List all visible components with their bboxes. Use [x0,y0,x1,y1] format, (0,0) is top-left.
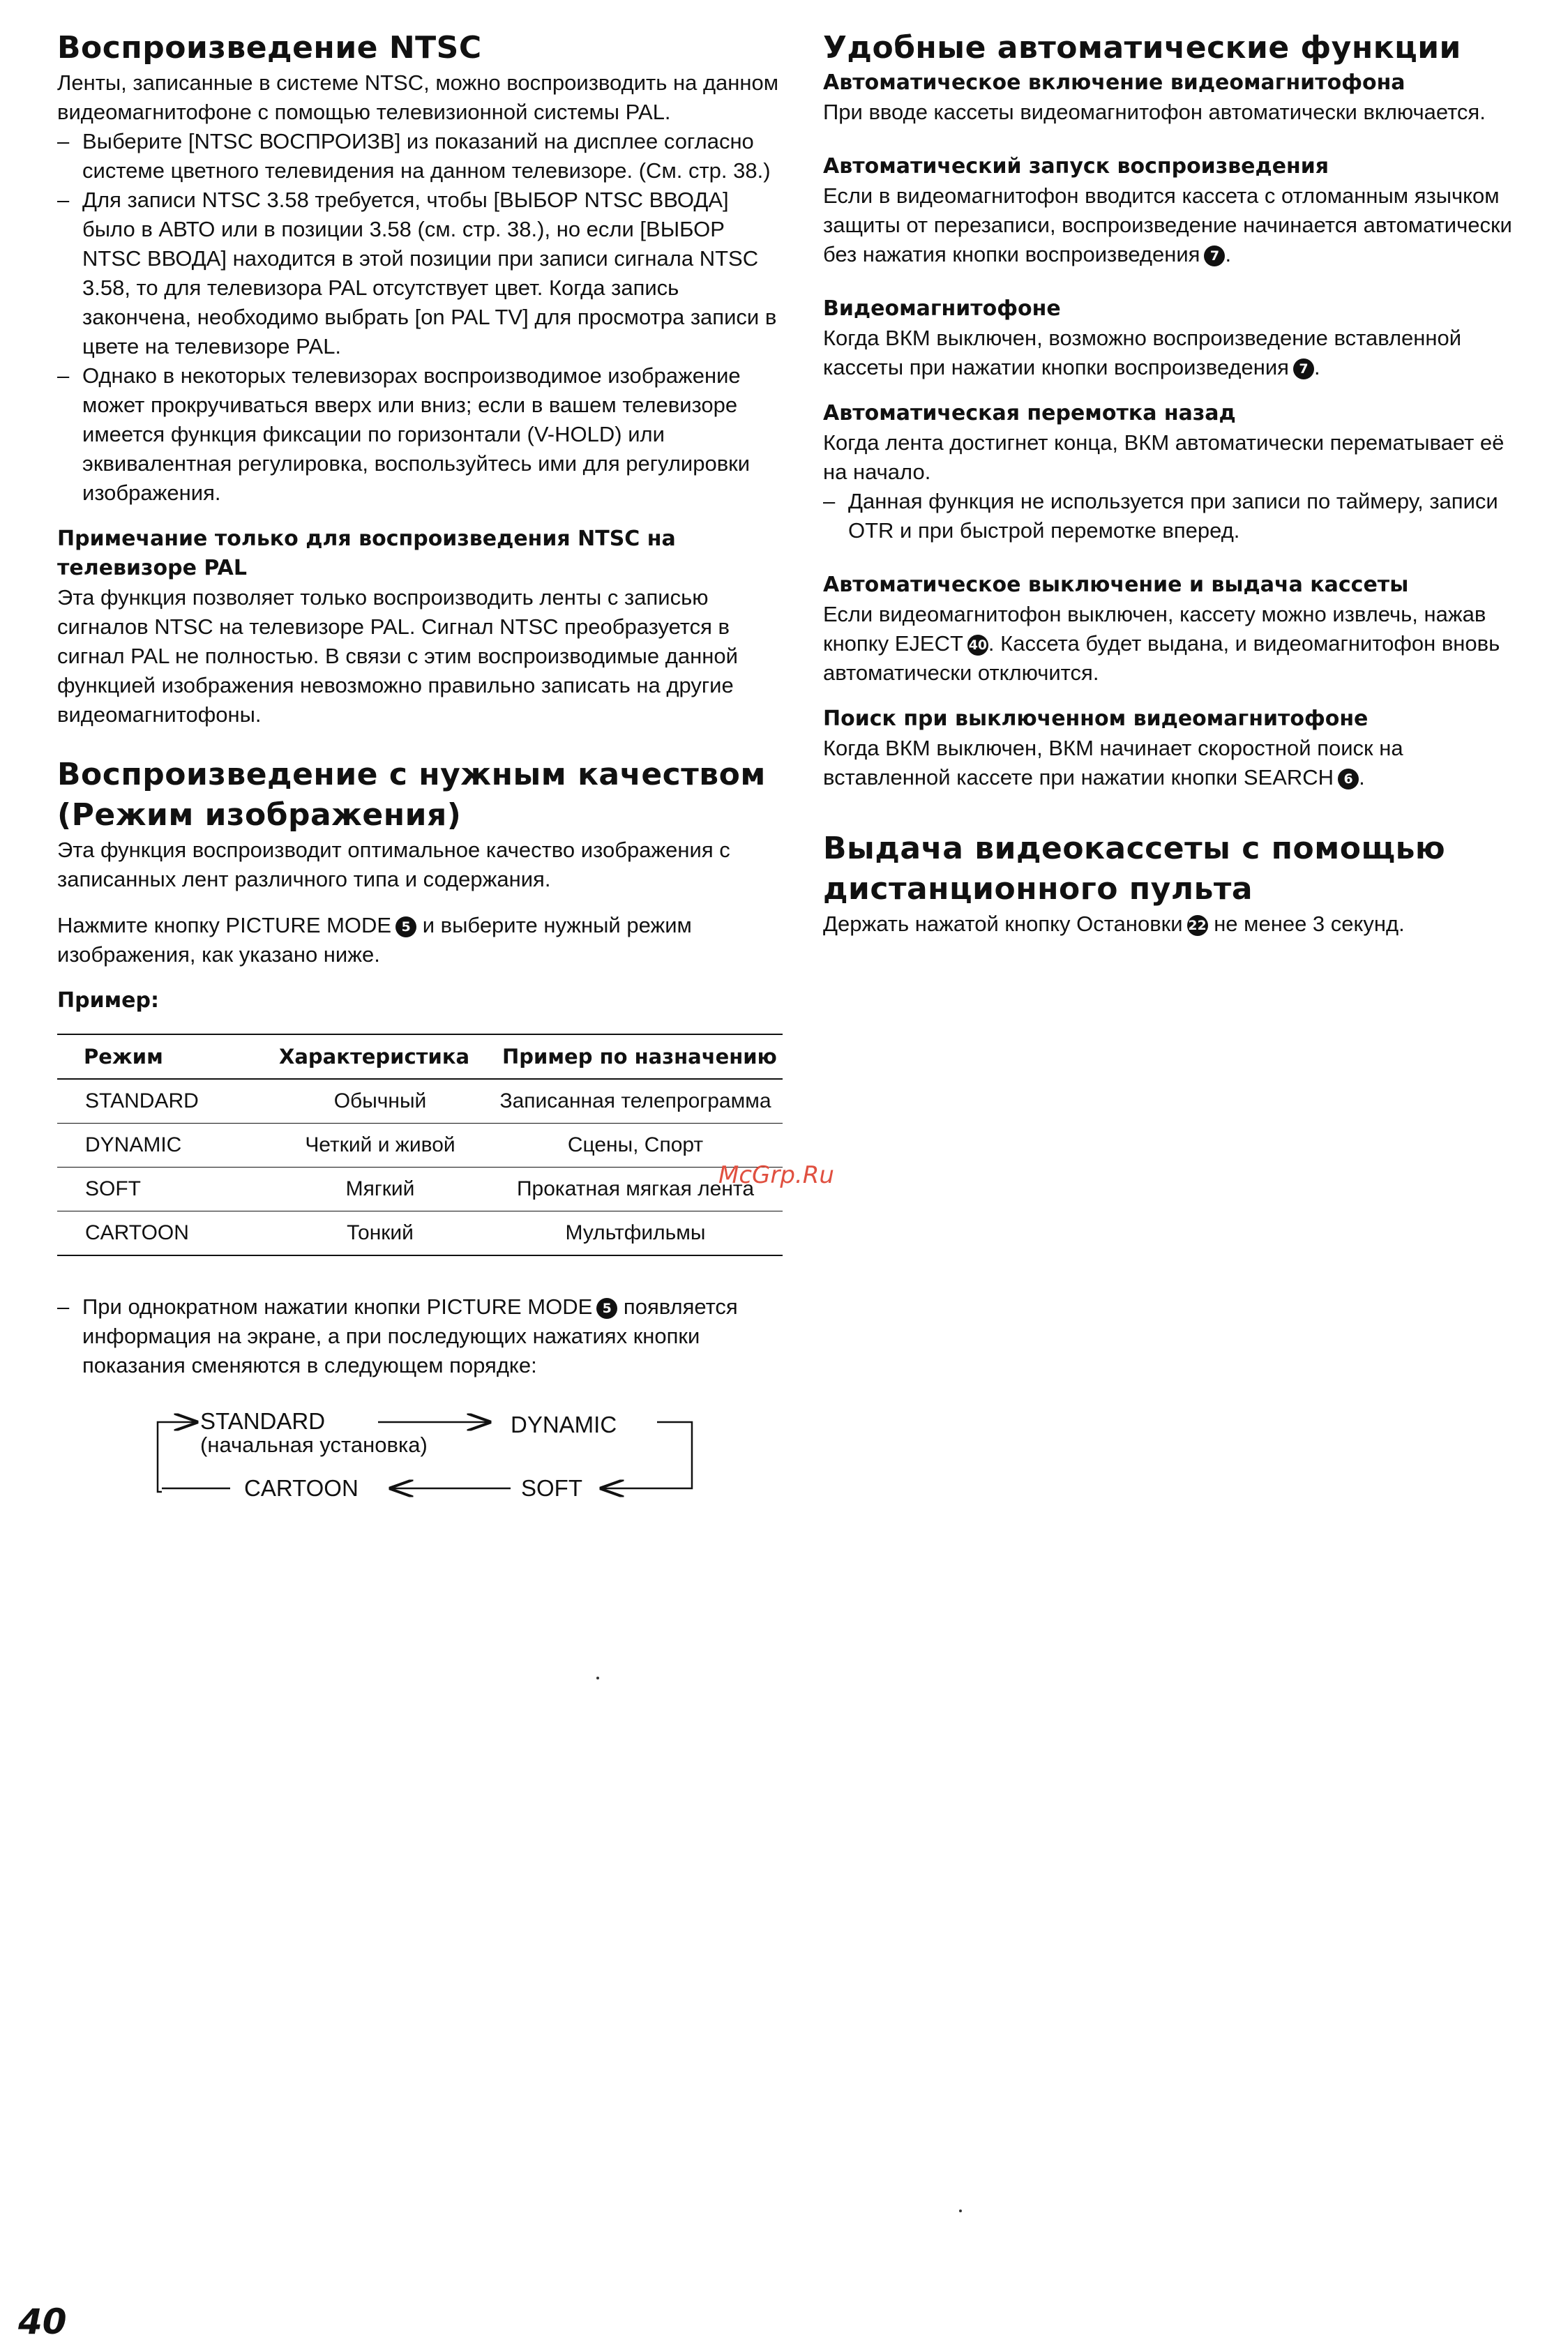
table-row [57,1079,783,1124]
ntsc-bullet: – Выберите [NTSC ВОСПРОИЗВ] из показаний на дисплее согласно системе цветного телевидения на данном телевизоре. (См. стр. 38.) [57,127,783,186]
remote-text: Держать нажатой кнопку Остановки 22 не менее 3 секунд. [823,912,1405,936]
auto-section-heading: Автоматическое включение видеомагнитофона [823,70,1405,95]
remote-title [823,829,1521,909]
table-cell: Обычный [272,1079,488,1124]
cycle-note-item: – При однократном нажатии кнопки PICTURE MODE 5 появляется информация на экране, а при последующих нажатиях кнопки показания сменяются в следующем порядке: [57,1292,783,1380]
left-column [57,28,783,1506]
search-text: Когда ВКМ выключен, ВКМ начинает скоростной поиск на вставленной кассете при нажатии кнопки SEARCH 6 . [823,736,1403,790]
picture-instruction: Нажмите кнопку PICTURE MODE 5 и выберите нужный режим изображения, как указано ниже. [57,913,692,967]
auto-section-text: Если в видеомагнитофон вводится кассета с отломанным язычком защиты от перезаписи, воспроизведение начинается автоматически без нажатия кнопки воспроизведения 7 . [823,183,1512,266]
table-cell: SOFT [57,1168,272,1211]
ntsc-title: Воспроизведение NTSC [57,30,482,66]
table-cell: Тонкий [272,1211,488,1256]
table-cell: Сцены, Спорт [488,1124,783,1168]
search-heading: Поиск при выключенном видеомагнитофоне [823,707,1369,731]
picture-intro: Эта функция воспроизводит оптимальное качество изображения с записанных лент различного типа и содержания. [57,838,730,891]
page-number: 40 [18,2302,67,2342]
cycle-note [57,1292,783,1380]
picture-title-line2: (Режим изображения) [57,797,462,833]
auto-section-text: При вводе кассеты видеомагнитофон автоматически включается. [823,100,1486,124]
ntsc-note-heading: Примечание только для воспроизведения NTSC на телевизоре PAL [57,527,676,580]
table-row [57,1124,783,1168]
watermark: McGrp.Ru [718,1161,834,1189]
eject-heading: Автоматическое выключение и выдача кассеты [823,573,1409,597]
table-cell: Прокатная мягкая лента [488,1168,783,1211]
rewind-bullet: – Данная функция не используется при записи по таймеру, записи OTR и при быстрой перемотке вперед. [823,487,1521,545]
ntsc-bullets [57,127,783,508]
table-header: Режим [57,1034,272,1079]
ntsc-note-text: Эта функция позволяет только воспроизводить ленты с записью сигналов NTSC на телевизоре PAL. Сигнал NTSC преобразуется в сигнал PAL не полностью. В связи с этим воспроизводимые данной функцией изображения невозможно правильно записать на другие видеомагнитофоны. [57,585,738,727]
table-row [57,1168,783,1211]
cycle-standard-sub: (начальная установка) [200,1433,428,1457]
table-cell: STANDARD [57,1079,272,1124]
rewind-heading: Автоматическая перемотка назад [823,401,1236,425]
cycle-arrow [158,1422,197,1492]
table-cell: DYNAMIC [57,1124,272,1168]
button-7-icon: 7 [1293,358,1314,379]
table-header: Характеристика [272,1034,488,1079]
scan-speck [596,1677,599,1679]
rewind-text: Когда лента достигнет конца, ВКМ автоматически перематывает её на начало. [823,430,1505,484]
cycle-cartoon: CARTOON [244,1475,359,1501]
auto-title: Удобные автоматические функции [823,30,1461,66]
table-row [57,1211,783,1256]
cycle-standard: STANDARD [200,1408,326,1434]
button-5-icon: 5 [596,1298,617,1319]
scan-speck [959,2210,962,2212]
remote-title-line2: дистанционного пульта [823,871,1253,907]
right-column [823,28,1521,939]
eject-text: Если видеомагнитофон выключен, кассету можно извлечь, нажав кнопку EJECT 40. Кассета будет выдана, и видеомагнитофон вновь автоматически отключится. [823,602,1500,685]
ntsc-bullet: – Для записи NTSC 3.58 требуется, чтобы [ВЫБОР NTSC ВВОДА] было в АВТО или в позиции 3.58 (см. стр. 38.), но если [ВЫБОР NTSC ВВОДА] находится в этой позиции при записи сигнала NTSC 3.58, то для телевизора PAL отсутствует цвет. Когда запись закончена, необходимо выбрать [on PAL TV] для просмотра записи в цвете на телевизоре PAL. [57,186,783,361]
example-label: Пример: [57,988,159,1013]
button-5-icon: 5 [395,916,416,937]
rewind-bullets [823,487,1521,545]
table-header: Пример по назначению [488,1034,783,1079]
ntsc-intro: Ленты, записанные в системе NTSC, можно воспроизводить на данном видеомагнитофоне с помощью телевизионной системы PAL. [57,70,779,124]
auto-section-heading: Видеомагнитофоне [823,296,1061,321]
button-40-icon: 40 [967,635,988,656]
button-7-icon: 7 [1204,246,1225,266]
table-cell: Записанная телепрограмма [488,1079,783,1124]
cycle-dynamic: DYNAMIC [511,1412,617,1437]
mode-cycle-diagram [57,1401,783,1506]
picture-title [57,755,783,836]
table-cell: Мягкий [272,1168,488,1211]
remote-title-line1: Выдача видеокассеты с помощью [823,831,1446,866]
picture-title-line1: Воспроизведение с нужным качеством [57,757,766,792]
button-6-icon: 6 [1338,769,1359,790]
cycle-soft: SOFT [521,1475,582,1501]
table-cell: CARTOON [57,1211,272,1256]
auto-section-heading: Автоматический запуск воспроизведения [823,154,1329,179]
picture-mode-table [57,1034,783,1256]
table-cell: Четкий и живой [272,1124,488,1168]
auto-section-text: Когда ВКМ выключен, возможно воспроизведение вставленной кассеты при нажатии кнопки воспроизведения 7 . [823,326,1462,379]
ntsc-bullet: – Однако в некоторых телевизорах воспроизводимое изображение может прокручиваться вверх или вниз; если в вашем телевизоре имеется функция фиксации по горизонтали (V-HOLD) или эквивалентная регулировка, воспользуйтесь ими для регулировки изображения. [57,361,783,508]
table-cell: Мультфильмы [488,1211,783,1256]
table-header-row [57,1034,783,1079]
button-22-icon: 22 [1187,915,1208,936]
